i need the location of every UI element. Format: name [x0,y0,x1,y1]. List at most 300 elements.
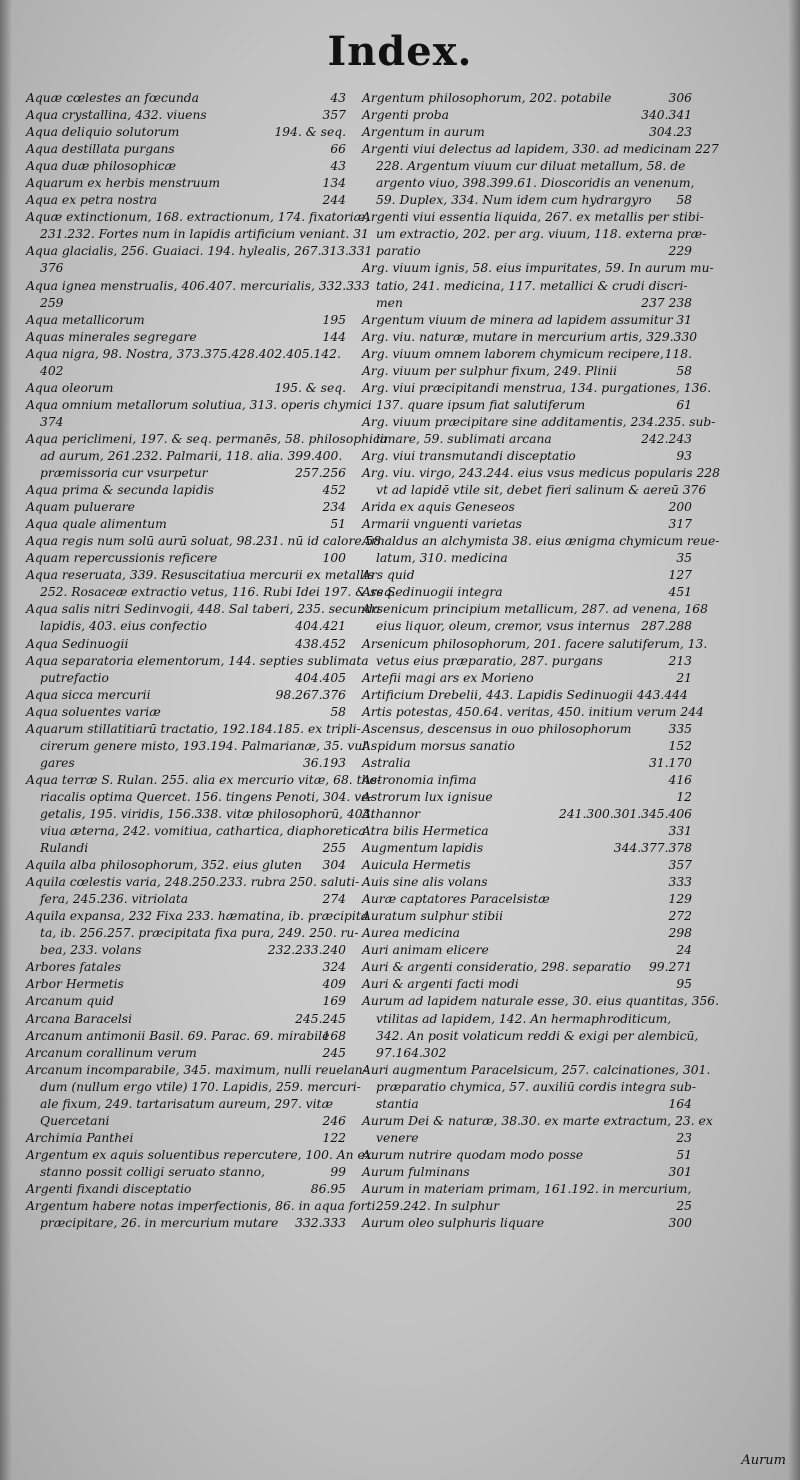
index-entry-pages: 152 [668,738,692,753]
index-entry-text: Aqua crystallina, 432. viuens [26,108,207,123]
index-entry-text: fera, 245.236. vitriolata [40,892,189,907]
index-entry-pages: 12 [676,789,692,804]
index-entry-text: riacalis optima Quercet. 156. tingens Penoti, 304. ve- [40,789,373,804]
index-entry [26,1147,372,1164]
index-entry [26,670,346,687]
index-entry [362,1130,692,1147]
index-entry-pages: 25 [676,1199,692,1214]
index-entry [26,1096,346,1113]
index-entry-text: Aqua duæ philosophicæ [26,159,177,174]
index-entry [362,823,692,840]
index-entry [362,1181,692,1198]
index-entry-pages: 127 [668,568,692,583]
index-entry-pages: 61 [676,397,692,412]
index-entry [26,618,346,635]
index-entry-text: vt ad lapidē vtile sit, debet fieri salinum & aereū 376 [376,483,707,498]
index-entry [26,516,346,533]
index-entry [362,908,692,925]
index-entry-text: Argenti viui essentia liquida, 267. ex metallis per stibi- [362,210,704,225]
index-entry [26,1062,367,1079]
index-entry-text: bea, 233. volans [40,943,142,958]
index-entry [26,431,388,448]
index-entry [26,380,346,397]
index-entry-text: Aquila expansa, 232 Fixa 233. hæmatina, ib. præcipita [26,909,369,924]
index-entry-text: Arcanum incomparabile, 345. maximum, nulli reuelan- [26,1062,367,1077]
index-entry [362,1079,697,1096]
index-entry [26,891,346,908]
index-entry-text: Arcanum antimonii Basil. 69. Parac. 69. mirabile [26,1028,330,1043]
index-entry-text: Argentum ex aquis soluentibus repercutere, 100. An ex [26,1147,372,1162]
index-entry-text: Argenti viui delectus ad lapidem, 330. ad medicinam 227 [362,142,719,157]
index-entry [362,363,692,380]
index-entry-text: um extractio, 202. per arg. viuum, 118. externa præ- [376,227,707,242]
index-entry-text: Arnaldus an alchymista 38. eius ænigma chymicum reue- [362,534,720,549]
page-right-shadow [788,0,800,1480]
index-entry-text: gares [40,755,75,770]
index-entry-pages: 274 [322,892,346,907]
index-entry-pages: 452 [322,483,346,498]
index-entry-text: Ascensus, descensus in ouo philosophorum [362,721,632,736]
index-entry [362,1062,711,1079]
index-entry [26,141,346,158]
index-entry [26,567,375,584]
index-entry-text: Aurea medicina [362,926,461,941]
index-entry-text: men [376,295,403,310]
index-entry [362,687,692,704]
index-entry [26,806,375,823]
index-entry [26,158,346,175]
index-entry [26,1164,346,1181]
index-entry [362,516,692,533]
index-entry [26,738,367,755]
index-entry-pages: 304.23 [648,125,692,140]
index-entry-text: Aqua quale alimentum [26,517,167,532]
index-entry-pages: 200 [668,500,692,515]
index-entry-pages: 36.193 [302,755,346,770]
index-entry-text: Atra bilis Hermetica [362,824,489,839]
index-entry [26,704,346,721]
index-entry [362,567,692,584]
index-entry-text: Argentum viuum de minera ad lapidem assumitur [362,312,673,327]
index-entry-text: Aqua salis nitri Sedinvogii, 448. Sal taberi, 235. secunda [26,602,381,617]
index-entry-text: Aqua Sedinuogii [26,636,129,651]
index-entry [362,857,692,874]
index-entry [362,840,692,857]
index-entry-pages: 93 [676,448,692,463]
index-entry-pages: 237 238 [641,295,692,310]
index-entry-text: Arcanum corallinum verum [26,1045,197,1060]
index-entry-pages: 195. & seq. [274,380,346,395]
index-entry [26,584,396,601]
index-entry [362,1045,692,1062]
index-entry-text: Aqua ignea menstrualis, 406.407. mercurialis, 332.333 [26,278,370,293]
index-entry [26,278,370,295]
index-entry-pages: 43 [330,91,346,105]
index-entry-pages: 195 [322,312,346,327]
index-entry [26,550,346,567]
index-entry-text: argento viuo, 398.399.61. Dioscoridis an venenum, [376,176,695,191]
index-entry [26,363,346,380]
index-entry-pages: 51 [676,1147,692,1162]
index-entry [26,1215,346,1232]
index-entry-pages: 31 [676,312,692,327]
index-entry-text: Arida ex aquis Geneseos [362,500,515,515]
index-entry-text: stantia [376,1096,419,1111]
index-entry-pages: 246 [322,1113,346,1128]
index-entry-text: Auis sine alis volans [362,875,488,890]
index-entry-pages: 438.452 [295,636,346,651]
index-entry-text: 228. Argentum viuum cur diluat metallum, 58. de [376,159,686,174]
index-entry [26,687,346,704]
index-entry [26,755,346,772]
index-entry [362,789,692,806]
index-entry-text: Aquila alba philosophorum, 352. eius gluten [26,858,302,873]
index-entry-text: eius liquor, oleum, cremor, vsus internus [376,619,630,634]
index-entry-text: paratio [376,244,421,259]
index-entry-text: 402 [40,363,64,378]
index-entry-pages: 169 [322,994,346,1009]
index-entry-pages: 306 [668,91,692,105]
index-entry-text: Arg. viui præcipitandi menstrua, 134. purgationes, 136. [362,380,712,395]
index-entry-pages: 234 [322,500,346,515]
index-entry [26,1028,346,1045]
index-entry-text: putrefactio [40,670,109,685]
index-entry-pages: 134 [322,176,346,191]
index-entry [362,1147,692,1164]
index-entry [362,1164,692,1181]
index-entry-text: Aqua sicca mercurii [26,687,151,702]
index-entry-text: getalis, 195. viridis, 156.338. vitæ philosophorū, 403. [40,806,375,821]
index-entry [362,158,692,175]
index-entry [362,380,712,397]
index-entry-text: 252. Rosaceæ extractio vetus, 116. Rubi Idei 197. & seq. [40,585,396,600]
index-entry-text: Archimia Panthei [26,1130,134,1145]
index-entry [26,823,366,840]
index-entry-pages: 144 [322,329,346,344]
index-entry-text: Arg. viu. virgo, 243.244. eius vsus medicus popularis 228 [362,466,720,481]
index-entry-pages: 416 [668,772,692,787]
index-entry-text: Arcana Baracelsi [26,1011,133,1026]
index-entry-text: stanno possit colligi seruato stanno, [40,1164,265,1179]
index-entry-text: Armarii vnguenti varietas [362,517,522,532]
index-entry-text: Auri & argenti facti modi [362,977,519,992]
index-entry-pages: 344.377.378 [613,841,692,856]
index-entry [362,346,692,363]
index-entry [26,601,381,618]
index-entry-text: Arbor Hermetis [26,977,124,992]
index-entry [362,653,692,670]
index-entry [362,618,692,635]
index-entry-text: Aqua reseruata, 339. Resuscitatiua mercurii ex metallis [26,568,375,583]
index-entry-pages: 58 [676,193,692,208]
index-entry [362,601,708,618]
index-entry [362,278,692,295]
index-entry-text: Argenti fixandi disceptatio [26,1182,192,1196]
index-entry-pages: 43 [330,159,346,174]
index-entry [362,448,692,465]
index-entry-pages: 304 [322,858,346,873]
index-entry [26,1011,346,1028]
index-entry [26,636,346,653]
index-entry-text: limare, 59. sublimati arcana [376,431,552,446]
index-entry-pages: 324 [322,960,346,975]
index-entry-text: Aqua periclimeni, 197. & seq. permanēs, 58. philosophica [26,431,388,446]
index-entry-text: Arg. viuum omnem laborem chymicum recipere, [362,346,664,361]
index-entry-text: Arbores fatales [26,960,122,975]
index-entry-pages: 404.405 [295,670,346,685]
index-entry [362,1028,699,1045]
index-entry-pages: 451 [668,585,692,600]
index-entry-text: Aspidum morsus sanatio [362,738,515,753]
catchword: Aurum [741,1453,786,1468]
index-entry-text: vtilitas ad lapidem, 142. An hermaphroditicum, [376,1011,672,1026]
index-entry-text: Augmentum lapidis [362,841,484,856]
index-entry-text: Ars Sedinuogii integra [362,585,503,600]
index-entry [362,312,692,329]
index-entry-pages: 99 [330,1164,346,1179]
index-entry [26,482,346,499]
index-entry [362,636,708,653]
index-entry [362,243,692,260]
index-entry-text: Aqua nigra, 98. Nostra, 373.375.428.402.405.142. [26,346,341,361]
index-entry-pages: 194. & seq. [274,125,346,140]
index-entry [362,959,692,976]
index-entry [26,1181,346,1198]
index-entry [362,260,714,277]
index-entry-pages: 257.256 [295,466,346,481]
index-entry-text: Arg. viuum per sulphur fixum, 249. Plinii [362,363,618,378]
index-entry [362,329,698,346]
index-entry-pages: 58 [330,704,346,719]
index-entry [362,550,692,567]
index-entry [26,772,381,789]
index-entry [362,584,692,601]
index-entry [26,329,346,346]
index-entry-pages: 272 [668,909,692,924]
index-entry [26,260,346,277]
index-entry [26,107,346,124]
index-entry-text: vetus eius præparatio, 287. purgans [376,653,603,668]
index-entry [362,465,720,482]
index-entry-text: Aqua regis num solū aurū soluat, 98.231. nū id calore 58 [26,534,382,549]
index-entry-text: 231.232. Fortes num in lapidis artificium veniant. 31 [40,227,369,242]
index-entry [26,175,346,192]
index-entry-text: Arg. viuum præcipitare sine additamentis, 234.235. sub- [362,414,716,429]
index-entry-pages: 95 [676,977,692,992]
index-entry [362,738,692,755]
index-entry-text: Aquas minerales segregare [26,329,197,344]
index-entry-pages: 168 [322,1028,346,1043]
index-entry-pages: 244 [322,193,346,208]
index-entry-text: præcipitare, 26. in mercurium mutare [40,1216,279,1231]
index-entry-text: Aqua terræ S. Rulan. 255. alia ex mercurio vitæ, 68. the- [26,772,381,787]
index-entry-text: ale fixum, 249. tartarisatum aureum, 297. vitæ [40,1096,334,1111]
index-entry-pages: 99.271 [648,960,692,975]
index-entry-text: 374 [40,414,64,429]
index-entry-text: Aqua prima & secunda lapidis [26,483,214,498]
index-entry [26,925,359,942]
index-entry [26,789,373,806]
index-entry [26,243,373,260]
index-entry-text: Aurum in materiam primam, 161.192. in mercurium, [362,1182,692,1196]
index-entry [26,840,346,857]
index-entry-text: Argentum in aurum [362,125,485,140]
index-entry-pages: 98.267.376 [275,687,346,702]
index-entry-text: Aurum Dei & naturæ, 38.30. ex marte extractum, 23. ex [362,1113,713,1128]
index-entry [362,90,692,107]
index-entry [362,192,692,209]
index-entry-text: 342. An posit volaticum reddi & exigi per alembicū, [376,1028,699,1043]
index-entry [362,499,692,516]
index-entry-text: 259.242. In sulphur [376,1199,500,1214]
index-entry-pages: 129 [668,892,692,907]
index-entry-text: Argentum philosophorum, 202. potabile [362,91,612,105]
index-entry-pages: 232.233.240 [267,943,346,958]
index-entry-pages: 35 [676,551,692,566]
index-entry-text: Arg. viu. naturæ, mutare in mercurium artis, 329.330 [362,329,698,344]
index-entry-text: lapidis, 403. eius confectio [40,619,207,634]
index-entry-text: Aquam repercussionis reficere [26,551,218,566]
index-column-right [362,90,720,1232]
index-entry-text: 376 [40,261,64,276]
index-entry-text: Rulandi [40,841,89,856]
index-entry [26,1045,346,1062]
index-entry [26,942,346,959]
index-entry-pages: 100 [322,551,346,566]
index-entry-text: Aquæ cœlestes an fœcunda [26,91,199,105]
index-entry-pages: 300 [668,1216,692,1231]
index-entry [362,993,720,1010]
index-entry [26,908,369,925]
index-entry [362,397,692,414]
index-entry [26,414,346,431]
index-entry-text: Aquæ extinctionum, 168. extractionum, 174. fixatoriæ, [26,210,370,225]
index-entry-pages: 245.245 [295,1011,346,1026]
index-entry [26,124,346,141]
index-entry-text: Aqua omnium metallorum solutiua, 313. operis chymici [26,397,372,412]
index-entry [362,891,692,908]
index-entry [362,124,692,141]
index-entry-text: Aquam puluerare [26,500,135,515]
index-entry-pages: 122 [322,1130,346,1145]
index-entry-text: Aqua deliquio solutorum [26,125,180,140]
index-entry-text: latum, 310. medicina [376,551,508,566]
index-entry [26,209,370,226]
index-entry-pages: 333 [668,875,692,890]
index-entry-text: Aqua separatoria elementorum, 144. septies sublimata [26,653,369,668]
index-entry-text: Aurum fulminans [362,1164,470,1179]
index-entry-text: Aurum ad lapidem naturale esse, 30. eius quantitas, 356. [362,994,720,1009]
index-entry-text: Aqua destillata purgans [26,142,175,157]
index-entry-text: Arsenicum philosophorum, 201. facere salutiferum, 13. [362,636,708,651]
index-entry-pages: 409 [322,977,346,992]
index-entry [26,397,372,414]
index-entry-text: Artefii magi ars ex Morieno [362,670,534,685]
page-left-shadow [0,0,12,1480]
index-entry [362,976,692,993]
index-entry-text: Artificium Drebelii, 443. Lapidis Sedinuogii 443.444 [362,687,688,702]
index-entry-text: 137. quare ipsum fiat salutiferum [376,397,586,412]
index-entry-text: Artis potestas, 450.64. veritas, 450. initium verum 244 [362,704,704,719]
index-entry-pages: 66 [330,142,346,157]
index-entry-pages: 404.421 [295,619,346,634]
index-entry [362,1198,692,1215]
index-entry-pages: 298 [668,926,692,941]
index-entry [362,209,704,226]
index-entry [362,107,692,124]
index-entry-text: Aqua glacialis, 256. Guaiaci. 194. hylealis, 267.313.331 [26,244,373,259]
index-entry [362,806,692,823]
index-entry-pages: 255 [322,841,346,856]
index-entry-pages: 51 [330,517,346,532]
index-entry [362,482,707,499]
index-entry-text: Argenti proba [362,108,449,123]
index-entry [26,1198,376,1215]
index-entry-pages: 24 [676,943,692,958]
index-entry-text: Quercetani [40,1113,110,1128]
index-entry-text: Auri augmentum Paracelsicum, 257. calcinationes, 301. [362,1062,711,1077]
index-entry-text: præparatio chymica, 57. auxiliū cordis integra sub- [376,1079,697,1094]
index-entry-text: cirerum genere misto, 193.194. Palmarianæ, 35. vul [40,738,367,753]
index-entry-pages: 21 [676,670,692,685]
index-entry [26,295,346,312]
index-entry [26,448,346,465]
index-entry-text: Aquarum ex herbis menstruum [26,176,221,191]
index-entry [26,465,346,482]
index-entry-text: Aqua ex petra nostra [26,193,158,208]
index-entry-text: 59. Duplex, 334. Num idem cum hydrargyro [376,193,652,208]
index-entry-text: Aurum nutrire quodam modo posse [362,1147,584,1162]
index-entry-pages: 23 [676,1130,692,1145]
index-entry [362,1096,692,1113]
index-entry-pages: 229 [668,244,692,259]
index-entry [362,721,692,738]
index-entry-pages: 332.333 [295,1216,346,1231]
index-entry [362,925,692,942]
index-entry-text: Astralia [362,755,411,770]
index-entry-text: Aquila cœlestis varia, 248.250.233. rubra 250. saluti- [26,875,360,890]
index-entry [362,1215,692,1232]
index-entry-text: Auri animam elicere [362,943,489,958]
index-entry [362,295,692,312]
index-entry-text: Auicula Hermetis [362,858,471,873]
index-entry-text: ta, ib. 256.257. præcipitata fixa pura, 249. 250. ru- [40,926,359,941]
index-entry [26,312,346,329]
page-title: Index. [327,28,473,75]
index-entry-text: Astrorum lux ignisue [362,789,493,804]
index-entry-text: 97.164.302 [376,1045,447,1060]
index-entry-pages: 213 [668,653,692,668]
index-entry [362,431,692,448]
index-entry [26,192,346,209]
index-entry-text: Aurum oleo sulphuris liquare [362,1216,545,1231]
index-entry-text: Astronomia infima [362,772,477,787]
index-entry-pages: 31.170 [648,755,692,770]
index-entry-pages: 340.341 [641,108,692,123]
index-entry [362,704,704,721]
index-entry [362,772,692,789]
index-entry-text: Auratum sulphur stibii [362,909,504,924]
index-entry-text: Aqua oleorum [26,380,114,395]
index-entry-text: tatio, 241. medicina, 117. metallici & crudi discri- [376,278,688,293]
index-entry-text: dum (nullum ergo vtile) 170. Lapidis, 259. mercuri- [40,1079,361,1094]
index-entry-text: Aqua metallicorum [26,312,145,327]
index-entry-text: 259 [40,295,64,310]
index-entry [362,670,692,687]
index-entry-pages: 118. [664,346,692,361]
index-entry [362,1011,692,1028]
index-entry [26,653,369,670]
